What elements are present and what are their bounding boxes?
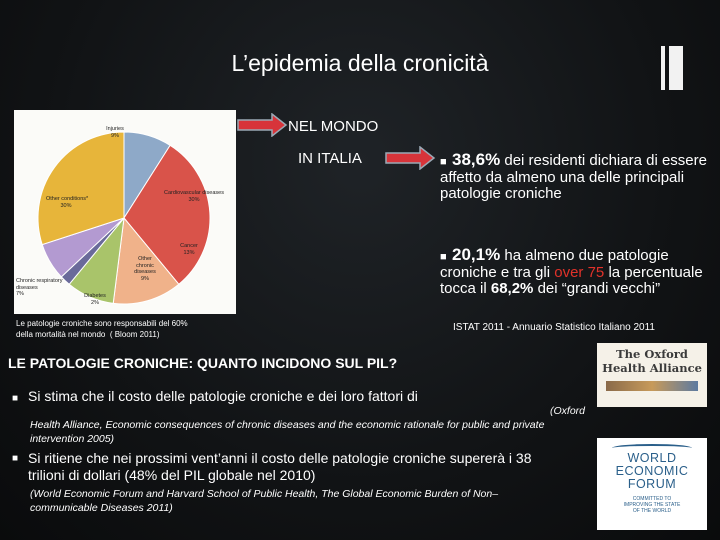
pie-label-respiratory: Chronic respiratory diseases 7%	[16, 278, 63, 297]
pie-label-other-conditions: Other conditions* 30%	[46, 196, 89, 209]
bullet-square-icon: ■	[440, 251, 447, 263]
paragraph-future-cost	[12, 450, 572, 515]
pie-label-other-chronic: Other chronic diseases 9%	[134, 256, 156, 282]
oxford-logo-text: The Oxford Health Alliance	[602, 347, 702, 375]
decorative-bar-left	[661, 46, 665, 90]
paragraph-2-text: Si ritiene che nei prossimi vent’anni il costo delle patologie croniche supererà i 38 trilioni di dollari (48% del PIL globale nel 2010)	[28, 450, 532, 483]
pie-label-cardio: Cardiovascular diseases 30%	[164, 190, 224, 203]
paragraph-1-citation: (Oxford Health Alliance, Economic consequences of chronic diseases and the economic rationale for public and private intervention 2005)	[30, 405, 586, 445]
slide-title: L’epidemia della cronicità	[231, 50, 489, 76]
oxford-logo-stripe	[606, 381, 698, 391]
bullet-2-text-a: ha almeno due patologie croniche e tra gli	[440, 247, 669, 281]
paragraph-1-text: Si stima che il costo delle patologie croniche e dei loro fattori di	[28, 388, 418, 404]
stat-20-1: 20,1%	[452, 245, 501, 264]
wef-logo-subtitle: COMMITTED TO IMPROVING THE STATE OF THE WORLD	[623, 496, 681, 514]
bullet-italia-1	[440, 152, 710, 202]
label-nel-mondo: NEL MONDO	[288, 118, 379, 135]
world-economic-forum-logo	[597, 438, 707, 530]
oxford-health-alliance-logo	[597, 343, 707, 407]
arrow-in-italia-icon	[384, 146, 436, 170]
bullet-square-icon: ■	[12, 453, 19, 464]
pie-label-diabetes: Diabetes 2%	[84, 293, 106, 306]
bullet-italia-2	[440, 247, 718, 297]
section-title: LE PATOLOGIE CRONICHE: QUANTO INCIDONO SUL PIL?	[8, 355, 398, 371]
pie-caption: Le patologie croniche sono responsabili del 60% della mortalità nel mondo ( Bloom 2011)	[16, 319, 188, 339]
arrow-nel-mondo-icon	[236, 113, 288, 137]
label-in-italia: IN ITALIA	[298, 150, 362, 167]
bullet-square-icon: ■	[12, 393, 19, 404]
istat-source: ISTAT 2011 - Annuario Statistico Italiano 2011	[453, 322, 655, 333]
paragraph-2-citation: (World Economic Forum and Harvard School of Public Health, The Global Economic Burden of Non–communicable Diseases 2011)	[30, 488, 499, 514]
bullet-square-icon: ■	[440, 156, 447, 168]
paragraph-cost-estimate	[12, 388, 592, 445]
bullet-2-text-c: dei “grandi vecchi”	[533, 280, 661, 297]
pie-label-cancer: Cancer 13%	[180, 243, 198, 256]
stat-38-6: 38,6%	[452, 150, 501, 169]
pie-label-injuries: Injuries 9%	[106, 126, 124, 139]
bullet-2-over75: over 75	[554, 264, 605, 281]
pie-chart-image	[14, 110, 236, 314]
bullet-2-text-b: la percentuale tocca il	[440, 264, 703, 297]
decorative-bar-right	[669, 46, 683, 90]
bullet-1-text: dei residenti dichiara di essere affetto da almeno una delle principali patologie croniche	[440, 152, 707, 202]
wef-logo-text: WORLD ECONOMIC FORUM	[615, 451, 689, 491]
stat-68-2: 68,2%	[490, 280, 534, 297]
